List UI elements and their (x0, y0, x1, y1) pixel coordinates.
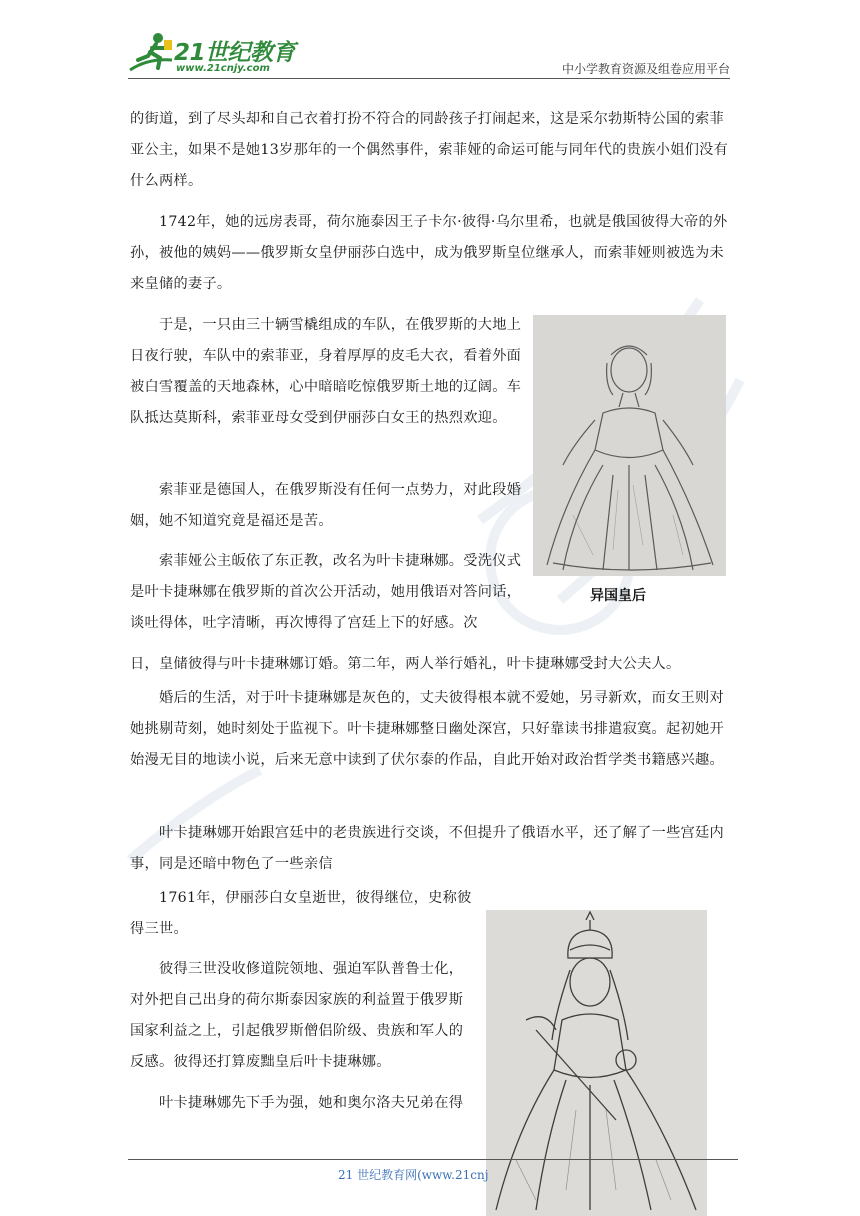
paragraph-2: 1742年，她的远房表哥，荷尔施泰因王子卡尔·彼得·乌尔里希，也就是俄国彼得大帝的外孙，被他的姨妈——俄罗斯女皇伊丽莎白选中，成为俄罗斯皇位继承人，而索菲娅则被选为未来皇储的妻子。 (130, 214, 728, 292)
figure-sketch-empress (486, 910, 707, 1216)
page-header (128, 30, 730, 78)
footer-divider (128, 1159, 738, 1160)
paragraph-5: 索菲娅公主皈依了东正教，改名为叶卡捷琳娜。受洗仪式是叶卡捷琳娜在俄罗斯的首次公开活动，她用俄语对答问话，谈吐得体，吐字清晰，再次博得了宫廷上下的好感。次 (130, 553, 522, 631)
pencil-sketch-empress-illustration (486, 910, 707, 1216)
site-logo[interactable] (128, 30, 298, 78)
paragraph-4: 索菲亚是德国人，在俄罗斯没有任何一点势力，对此段婚姻，她不知道究竟是福还是苦。 (130, 482, 522, 529)
pencil-sketch-woman-illustration (533, 315, 726, 576)
paragraph-7: 叶卡捷琳娜开始跟宫廷中的老贵族进行交谈，不但提升了俄语水平，还了解了一些宫廷内事，同是还暗中物色了一些亲信 (130, 825, 725, 872)
logo-url: www.21cnjy.com (176, 63, 270, 74)
header-divider (128, 78, 730, 79)
logo-text: 21世纪教育 (174, 40, 296, 66)
paragraph-10: 叶卡捷琳娜先下手为强，她和奥尔洛夫兄弟在得 (159, 1095, 464, 1111)
figure-caption: 异国皇后 (590, 587, 646, 603)
runner-logo-icon (128, 30, 176, 76)
paragraph-9: 彼得三世没收修道院领地、强迫军队普鲁士化，对外把自己出身的荷尔斯泰因家族的利益置于俄罗斯国家利益之上，引起俄罗斯僧侣阶级、贵族和军人的反感。彼得还打算废黜皇后叶卡捷琳娜。 (130, 961, 464, 1070)
paragraph-6: 婚后的生活，对于叶卡捷琳娜是灰色的，丈夫彼得根本就不爱她，另寻新欢，而女王则对她挑剔苛刻，她时刻处于监视下。叶卡捷琳娜整日幽处深宫，只好靠读书排遣寂寞。起初她开始漫无目的地读小说，后来无意中读到了伏尔泰的作品，自此开始对政治哲学类书籍感兴趣。 (130, 690, 725, 768)
paragraph-5-continued: 日，皇储彼得与叶卡捷琳娜订婚。第二年，两人举行婚礼，叶卡捷琳娜受封大公夫人。 (130, 656, 681, 672)
figure-sketch-queen (533, 315, 726, 576)
platform-title: 中小学教育资源及组卷应用平台 (561, 62, 730, 76)
paragraph-1: 的街道，到了尽头却和自己衣着打扮不符合的同龄孩子打闹起来，这是采尔勃斯特公国的索菲亚公主，如果不是她13岁那年的一个偶然事件，索菲娅的命运可能与同年代的贵族小姐们没有什么两样。 (130, 111, 729, 189)
paragraph-8: 1761年，伊丽莎白女皇逝世，彼得继位，史称彼得三世。 (130, 890, 472, 937)
footer-text: 21 世纪教育网(www.21cnj (338, 1168, 489, 1182)
paragraph-3: 于是，一只由三十辆雪橇组成的车队，在俄罗斯的大地上日夜行驶，车队中的索菲亚，身着厚厚的皮毛大衣，看着外面被白雪覆盖的天地森林，心中暗暗吃惊俄罗斯土地的辽阔。车队抵达莫斯科，索菲亚母女受到伊丽莎白女王的热烈欢迎。 (130, 317, 522, 426)
